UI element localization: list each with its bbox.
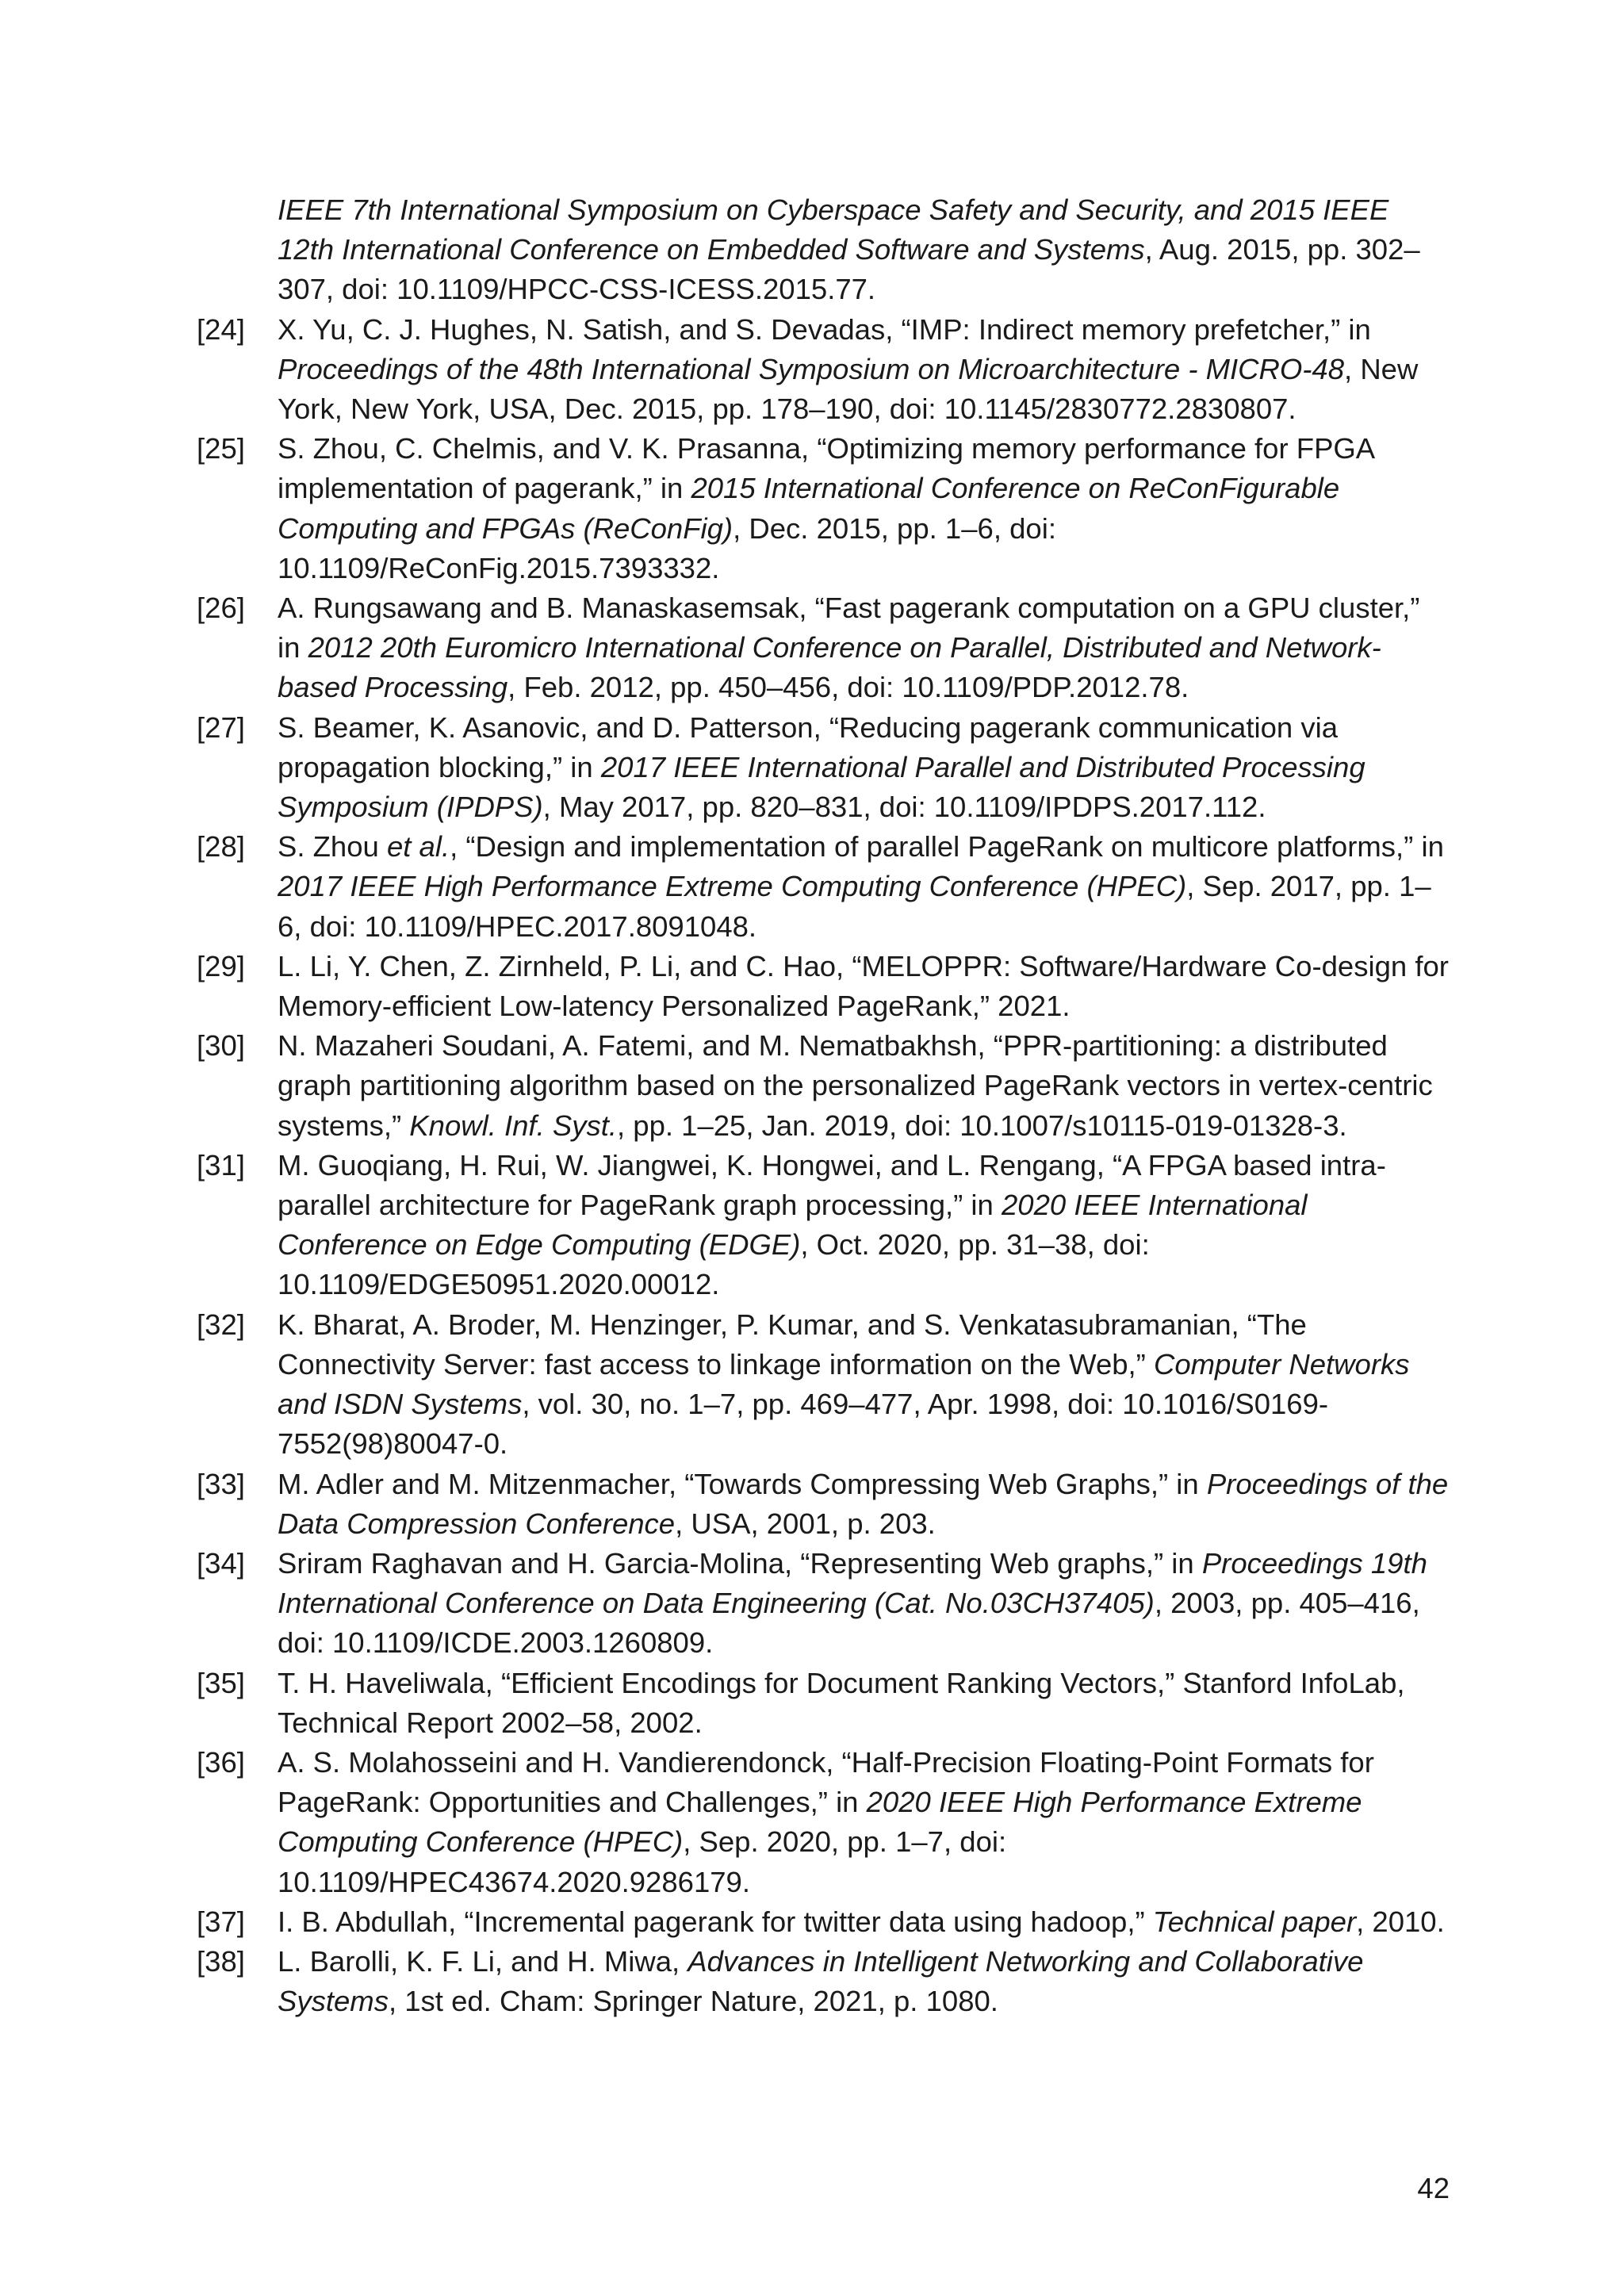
reference-italic-segment: et al.: [386, 830, 450, 864]
reference-entry: [197, 1026, 1450, 1146]
reference-segment: , New York, New York, USA, Dec. 2015, pp. 178–190, doi: 10.1145/2830772.2830807.: [278, 352, 1419, 426]
reference-segment: M. Guoqiang, H. Rui, W. Jiangwei, K. Hongwei, and L. Rengang, “A FPGA based intra-parallel architecture for PageRank graph processing,” in: [278, 1148, 1386, 1222]
reference-segment: , “Design and implementation of parallel PageRank on multicore platforms,” in: [450, 830, 1444, 864]
reference-text: [278, 1146, 1450, 1305]
reference-number: [36]: [197, 1745, 245, 1779]
reference-segment: L. Li, Y. Chen, Z. Zirnheld, P. Li, and C. Hao, “MELOPPR: Software/Hardware Co-design for Memory-efficient Low-latency Personalized PageRank,” 2021.: [278, 949, 1449, 1023]
reference-segment: N. Mazaheri Soudani, A. Fatemi, and M. Nematbakhsh, “PPR-partitioning: a distributed graph partitioning algorithm based on the personalized PageRank vectors in vertex-centric systems,”: [278, 1029, 1433, 1142]
reference-segment: , 2010.: [1356, 1905, 1445, 1938]
reference-segment: , May 2017, pp. 820–831, doi: 10.1109/IPDPS.2017.112.: [542, 791, 1266, 824]
page-number: 42: [1417, 2172, 1450, 2204]
reference-text: [278, 1544, 1450, 1664]
reference-italic-segment: Advances in Intelligent Networking and Collaborative Systems: [278, 1944, 1364, 2018]
reference-number: [32]: [197, 1308, 245, 1341]
reference-number: [38]: [197, 1944, 245, 1978]
reference-entry: [197, 708, 1450, 828]
reference-italic-segment: 2015 International Conference on ReConFigurable Computing and FPGAs (ReConFig): [278, 472, 1340, 545]
reference-text: [278, 947, 1450, 1026]
reference-text: [278, 1026, 1450, 1146]
reference-segment: , Sep. 2017, pp. 1–6, doi: 10.1109/HPEC.2017.8091048.: [278, 870, 1431, 943]
reference-entry: [197, 1902, 1450, 1942]
reference-text: [278, 1465, 1450, 1544]
reference-entry: [197, 1743, 1450, 1902]
reference-text: [278, 1942, 1450, 2021]
reference-segment: A. S. Molahosseini and H. Vandierendonck, “Half-Precision Floating-Point Formats for PageRank: Opportunities and Challenges,” in: [278, 1745, 1374, 1819]
reference-segment: K. Bharat, A. Broder, M. Henzinger, P. Kumar, and S. Venkatasubramanian, “The Connectivity Server: fast access to linkage information on the Web,”: [278, 1308, 1307, 1381]
reference-entry: [197, 1544, 1450, 1664]
reference-segment: X. Yu, C. J. Hughes, N. Satish, and S. Devadas, “IMP: Indirect memory prefetcher,” in: [278, 312, 1371, 346]
reference-italic-segment: 2012 20th Euromicro International Conference on Parallel, Distributed and Network-based Processing: [278, 631, 1381, 704]
reference-italic-segment: 2017 IEEE International Parallel and Distributed Processing Symposium (IPDPS): [278, 750, 1365, 824]
reference-segment: Sriram Raghavan and H. Garcia-Molina, “Representing Web graphs,” in: [278, 1546, 1202, 1580]
reference-entry: [197, 429, 1450, 588]
reference-segment: T. H. Haveliwala, “Efficient Encodings for Document Ranking Vectors,” Stanford InfoLab, Technical Report 2002–58, 2002.: [278, 1666, 1405, 1739]
reference-segment: , Feb. 2012, pp. 450–456, doi: 10.1109/PDP.2012.78.: [508, 671, 1189, 704]
reference-number: [37]: [197, 1905, 245, 1938]
reference-number: [34]: [197, 1546, 245, 1580]
reference-list: [197, 190, 1450, 2021]
reference-text: [278, 827, 1450, 947]
reference-segment: , pp. 1–25, Jan. 2019, doi: 10.1007/s10115-019-01328-3.: [616, 1109, 1347, 1142]
reference-italic-segment: IEEE 7th International Symposium on Cyberspace Safety and Security, and 2015 IEEE 12th International Conference on Embedded Software and Systems: [278, 193, 1389, 266]
reference-segment: L. Barolli, K. F. Li, and H. Miwa,: [278, 1944, 688, 1978]
reference-italic-segment: Technical paper: [1152, 1905, 1357, 1938]
reference-text: [278, 708, 1450, 828]
reference-number: [28]: [197, 830, 245, 864]
reference-text: [278, 588, 1450, 708]
reference-text: [278, 429, 1450, 588]
reference-number: [29]: [197, 949, 245, 982]
reference-number: [31]: [197, 1148, 245, 1181]
reference-segment: , Sep. 2020, pp. 1–7, doi: 10.1109/HPEC43674.2020.9286179.: [278, 1825, 1007, 1898]
reference-segment: M. Adler and M. Mitzenmacher, “Towards Compressing Web Graphs,” in: [278, 1467, 1207, 1500]
reference-number: [33]: [197, 1467, 245, 1500]
reference-segment: , 1st ed. Cham: Springer Nature, 2021, p. 1080.: [388, 1985, 998, 2018]
reference-italic-segment: Computer Networks and ISDN Systems: [278, 1347, 1410, 1421]
reference-entry: [197, 1146, 1450, 1305]
reference-italic-segment: 2020 IEEE International Conference on Edge Computing (EDGE): [278, 1189, 1308, 1262]
reference-entry: [197, 827, 1450, 947]
reference-segment: , USA, 2001, p. 203.: [675, 1507, 936, 1540]
reference-text: [278, 1743, 1450, 1902]
reference-text: [278, 1305, 1450, 1465]
reference-number: [24]: [197, 312, 245, 346]
reference-segment: , 2003, pp. 405–416, doi: 10.1109/ICDE.2003.1260809.: [278, 1587, 1420, 1660]
reference-entry: [197, 1942, 1450, 2021]
reference-italic-segment: Proceedings of the Data Compression Conference: [278, 1467, 1449, 1540]
reference-entry: [197, 1664, 1450, 1743]
reference-entry: [197, 310, 1450, 430]
reference-segment: S. Zhou, C. Chelmis, and V. K. Prasanna, “Optimizing memory performance for FPGA implementation of pagerank,” in: [278, 432, 1374, 505]
reference-entry: [197, 947, 1450, 1026]
reference-entry: [197, 190, 1450, 310]
reference-segment: , Oct. 2020, pp. 31–38, doi: 10.1109/EDGE50951.2020.00012.: [278, 1228, 1150, 1301]
reference-number: [25]: [197, 432, 245, 465]
reference-segment: S. Beamer, K. Asanovic, and D. Patterson, “Reducing pagerank communication via propagation blocking,” in: [278, 710, 1339, 783]
reference-segment: , Dec. 2015, pp. 1–6, doi: 10.1109/ReConFig.2015.7393332.: [278, 511, 1056, 584]
reference-segment: S. Zhou: [278, 830, 387, 864]
reference-text: [278, 190, 1450, 310]
reference-text: [278, 1664, 1450, 1743]
reference-segment: , Aug. 2015, pp. 302–307, doi: 10.1109/HPCC-CSS-ICESS.2015.77.: [278, 233, 1420, 306]
reference-segment: I. B. Abdullah, “Incremental pagerank for twitter data using hadoop,”: [278, 1905, 1153, 1938]
reference-number: [35]: [197, 1666, 245, 1699]
reference-text: [278, 310, 1450, 430]
reference-number: [27]: [197, 710, 245, 744]
reference-number: [26]: [197, 592, 245, 625]
reference-entry: [197, 588, 1450, 708]
reference-italic-segment: 2017 IEEE High Performance Extreme Computing Conference (HPEC): [278, 870, 1187, 903]
reference-italic-segment: Knowl. Inf. Syst.: [409, 1109, 617, 1142]
reference-segment: , vol. 30, no. 1–7, pp. 469–477, Apr. 1998, doi: 10.1016/S0169-7552(98)80047-0.: [278, 1388, 1329, 1461]
reference-number: [30]: [197, 1029, 245, 1063]
reference-italic-segment: 2020 IEEE High Performance Extreme Computing Conference (HPEC): [278, 1786, 1362, 1859]
reference-segment: A. Rungsawang and B. Manaskasemsak, “Fast pagerank computation on a GPU cluster,” in: [278, 592, 1420, 664]
reference-italic-segment: Proceedings 19th International Conference on Data Engineering (Cat. No.03CH37405): [278, 1546, 1427, 1620]
reference-italic-segment: Proceedings of the 48th International Symposium on Microarchitecture - MICRO-48: [278, 352, 1345, 385]
reference-entry: [197, 1305, 1450, 1465]
reference-text: [278, 1902, 1450, 1942]
reference-entry: [197, 1465, 1450, 1544]
